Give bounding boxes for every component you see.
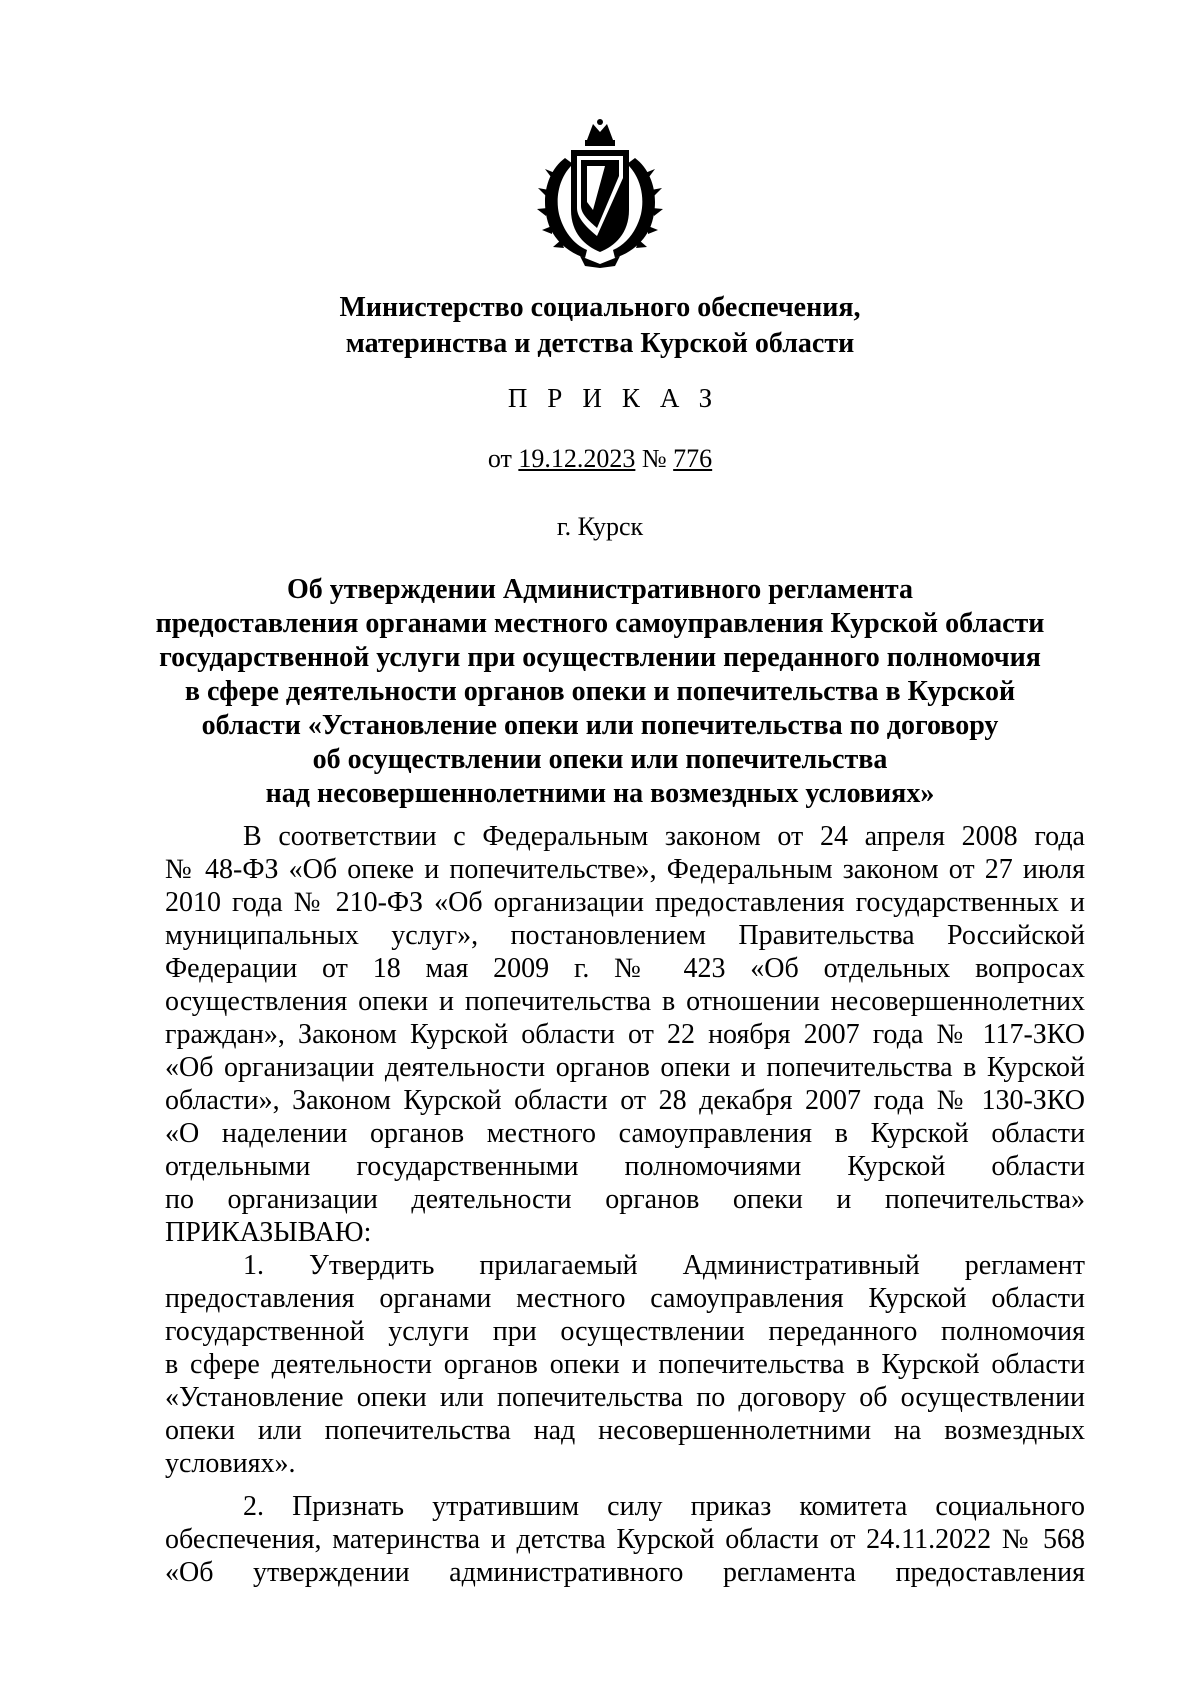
body-line: В соответствии с Федеральным законом от 24 апреля 2008 года: [243, 821, 1085, 852]
ministry-name-line: Министерство социального обеспечения,: [339, 292, 861, 323]
body-line: «Установление опеки или попечительства по договору об осуществлении: [165, 1382, 1085, 1413]
body-line: муниципальных услуг», постановлением Правительства Российской: [165, 920, 1085, 951]
title-line: над несовершеннолетними на возмездных условиях»: [265, 778, 935, 809]
order-date-number: [0, 444, 1200, 474]
city: г. Курск: [556, 512, 644, 541]
body-line: 2010 года № 210-ФЗ «Об организации предоставления государственных и: [165, 887, 1085, 918]
body-line: в сфере деятельности органов опеки и попечительства в Курской области: [165, 1349, 1085, 1380]
body-line: по организации деятельности органов опеки и попечительства»: [165, 1184, 1085, 1215]
item-2-paragraph: [165, 1490, 1085, 1589]
number-prefix: №: [641, 444, 667, 473]
document-body: [165, 820, 1085, 1589]
title-line: области «Установление опеки или попечительства по договору: [201, 710, 999, 741]
body-line: «О наделении органов местного самоуправления в Курской области: [165, 1118, 1085, 1149]
title-line: Об утверждении Административного регламента: [286, 574, 914, 605]
title-line: об осуществлении опеки или попечительства: [312, 744, 888, 775]
item-1-paragraph: [165, 1249, 1085, 1480]
body-line: № 48-ФЗ «Об опеке и попечительстве», Федеральным законом от 27 июля: [165, 854, 1085, 885]
ministry-name: [0, 290, 1200, 362]
body-line: условиях».: [165, 1448, 296, 1479]
body-line: опеки или попечительства над несовершеннолетними на возмездных: [165, 1415, 1085, 1446]
body-line: 2. Признать утратившим силу приказ комитета социального: [243, 1491, 1085, 1522]
order-heading: ПРИКАЗ: [507, 383, 733, 413]
kursk-oblast-coat-of-arms-icon: [535, 118, 665, 268]
body-line: 1. Утвердить прилагаемый Административный регламент: [243, 1250, 1085, 1281]
order-number: 776: [673, 444, 713, 473]
title-line: государственной услуги при осуществлении переданного полномочия: [159, 642, 1041, 673]
body-line: Федерации от 18 мая 2009 г. № 423 «Об отдельных вопросах: [165, 953, 1085, 984]
ministry-name-line: материнства и детства Курской области: [345, 328, 855, 359]
title-line: в сфере деятельности органов опеки и попечительства в Курской: [184, 676, 1016, 707]
body-line: области», Законом Курской области от 28 декабря 2007 года № 130-ЗКО: [165, 1085, 1085, 1116]
body-line: предоставления органами местного самоуправления Курской области: [165, 1283, 1085, 1314]
body-line: «Об утверждении административного регламента предоставления: [165, 1557, 1085, 1588]
body-line: ПРИКАЗЫВАЮ:: [165, 1217, 372, 1248]
body-line: отдельными государственными полномочиями Курской области: [165, 1151, 1085, 1182]
title-line: предоставления органами местного самоуправления Курской области: [155, 608, 1045, 639]
preamble-paragraph: [165, 820, 1085, 1249]
document-title: [0, 573, 1200, 811]
body-line: осуществления опеки и попечительства в отношении несовершеннолетних: [165, 986, 1085, 1017]
order-date: 19.12.2023: [518, 444, 636, 473]
body-line: государственной услуги при осуществлении переданного полномочия: [165, 1316, 1085, 1347]
body-line: «Об организации деятельности органов опеки и попечительства в Курской: [165, 1052, 1085, 1083]
body-line: граждан», Законом Курской области от 22 ноября 2007 года № 117-ЗКО: [165, 1019, 1085, 1050]
body-line: обеспечения, материнства и детства Курской области от 24.11.2022 № 568: [165, 1524, 1085, 1555]
date-prefix: от: [487, 444, 512, 473]
